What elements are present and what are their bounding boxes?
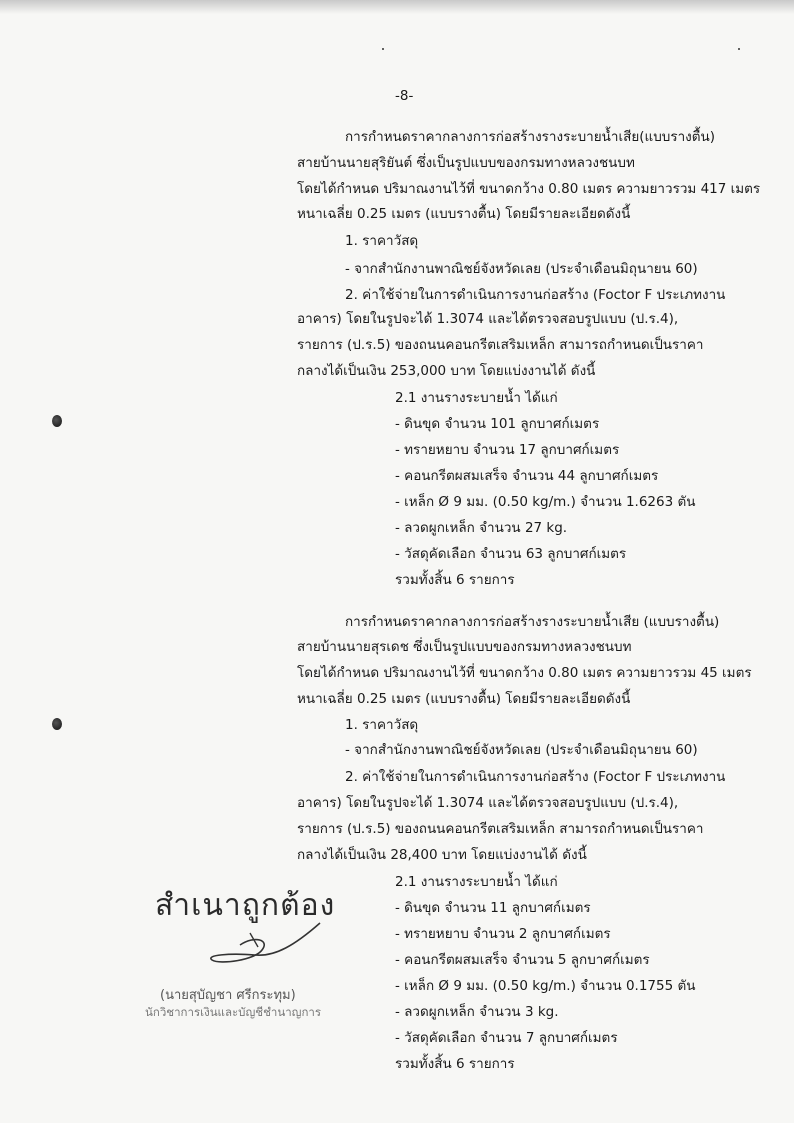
section2-item2-line: รายการ (ป.ร.5) ของถนนคอนกรีตเสริมเหล็ก สามารถกำหนดเป็นราคา [297,821,704,837]
section2-item1: 1. ราคาวัสดุ [345,717,419,733]
section1-list-item: - ดินขุด จำนวน 101 ลูกบาศก์เมตร [395,416,600,432]
section1-list-item: - วัสดุคัดเลือก จำนวน 63 ลูกบาศก์เมตร [395,546,627,562]
section1-list-item: - ทรายหยาบ จำนวน 17 ลูกบาศก์เมตร [395,442,620,458]
section2-list-item: - วัสดุคัดเลือก จำนวน 7 ลูกบาศก์เมตร [395,1030,618,1046]
section2-item2-line: กลางได้เป็นเงิน 28,400 บาท โดยแบ่งงานได้ ดังนี้ [297,847,587,863]
section1-list-item: - เหล็ก Ø 9 มม. (0.50 kg/m.) จำนวน 1.6263 ตัน [395,494,696,510]
section2-list-item: - ดินขุด จำนวน 11 ลูกบาศก์เมตร [395,900,591,916]
section1-list-item: - คอนกรีตผสมเสร็จ จำนวน 44 ลูกบาศก์เมตร [395,468,659,484]
section2-total: รวมทั้งสิ้น 6 รายการ [395,1056,515,1072]
section2-list-item: - ลวดผูกเหล็ก จำนวน 3 kg. [395,1004,559,1020]
section2-list-item: - คอนกรีตผสมเสร็จ จำนวน 5 ลูกบาศก์เมตร [395,952,650,968]
section1-sub-heading: 2.1 งานรางระบายน้ำ ได้แก่ [395,390,558,406]
section1-item2-line: อาคาร) โดยในรูปจะได้ 1.3074 และได้ตรวจสอบรูปแบบ (ป.ร.4), [297,311,679,327]
scan-edge [0,0,794,14]
section2-intro-line: หนาเฉลี่ย 0.25 เมตร (แบบรางตื้น) โดยมีรายละเอียดดังนี้ [297,691,631,707]
section1-intro-line: หนาเฉลี่ย 0.25 เมตร (แบบรางตื้น) โดยมีรายละเอียดดังนี้ [297,206,631,222]
section1-intro-line: โดยได้กำหนด ปริมาณงานไว้ที่ ขนาดกว้าง 0.80 เมตร ความยาวรวม 417 เมตร [297,181,761,197]
section2-sub-heading: 2.1 งานรางระบายน้ำ ได้แก่ [395,874,558,890]
scan-speck [382,48,384,50]
section2-item2-line: อาคาร) โดยในรูปจะได้ 1.3074 และได้ตรวจสอบรูปแบบ (ป.ร.4), [297,795,679,811]
page-number: -8- [395,88,414,104]
section1-item1-sub: - จากสำนักงานพาณิชย์จังหวัดเลย (ประจำเดือนมิถุนายน 60) [345,261,698,277]
certified-copy-stamp: สำเนาถูกต้อง [155,888,336,923]
section1-item1: 1. ราคาวัสดุ [345,233,419,249]
signature [200,915,330,975]
signer-name: (นายสุบัญชา ศรีกระทุม) [160,988,296,1003]
signer-title: นักวิชาการเงินและบัญชีชำนาญการ [145,1005,322,1019]
section1-item2-line: รายการ (ป.ร.5) ของถนนคอนกรีตเสริมเหล็ก สามารถกำหนดเป็นราคา [297,337,704,353]
section2-item1-sub: - จากสำนักงานพาณิชย์จังหวัดเลย (ประจำเดือนมิถุนายน 60) [345,742,698,758]
section1-total: รวมทั้งสิ้น 6 รายการ [395,572,515,588]
punch-hole [52,718,62,730]
scan-speck [738,48,740,50]
section1-list-item: - ลวดผูกเหล็ก จำนวน 27 kg. [395,520,568,536]
section2-intro-line: การกำหนดราคากลางการก่อสร้างรางระบายน้ำเสีย (แบบรางตื้น) [345,614,720,630]
section2-list-item: - ทรายหยาบ จำนวน 2 ลูกบาศก์เมตร [395,926,611,942]
section1-intro-line: สายบ้านนายสุริยันต์ ซึ่งเป็นรูปแบบของกรมทางหลวงชนบท [297,155,635,171]
section1-intro-line: การกำหนดราคากลางการก่อสร้างรางระบายน้ำเสีย(แบบรางตื้น) [345,129,716,145]
section2-intro-line: สายบ้านนายสุรเดช ซึ่งเป็นรูปแบบของกรมทางหลวงชนบท [297,639,632,655]
section2-item2-line: 2. ค่าใช้จ่ายในการดำเนินการงานก่อสร้าง (Foctor F ประเภทงาน [345,769,726,785]
punch-hole [52,415,62,427]
section2-intro-line: โดยได้กำหนด ปริมาณงานไว้ที่ ขนาดกว้าง 0.80 เมตร ความยาวรวม 45 เมตร [297,665,752,681]
section1-item2-line: กลางได้เป็นเงิน 253,000 บาท โดยแบ่งงานได้ ดังนี้ [297,363,596,379]
section2-list-item: - เหล็ก Ø 9 มม. (0.50 kg/m.) จำนวน 0.1755 ตัน [395,978,696,994]
section1-item2-line: 2. ค่าใช้จ่ายในการดำเนินการงานก่อสร้าง (Foctor F ประเภทงาน [345,287,726,303]
